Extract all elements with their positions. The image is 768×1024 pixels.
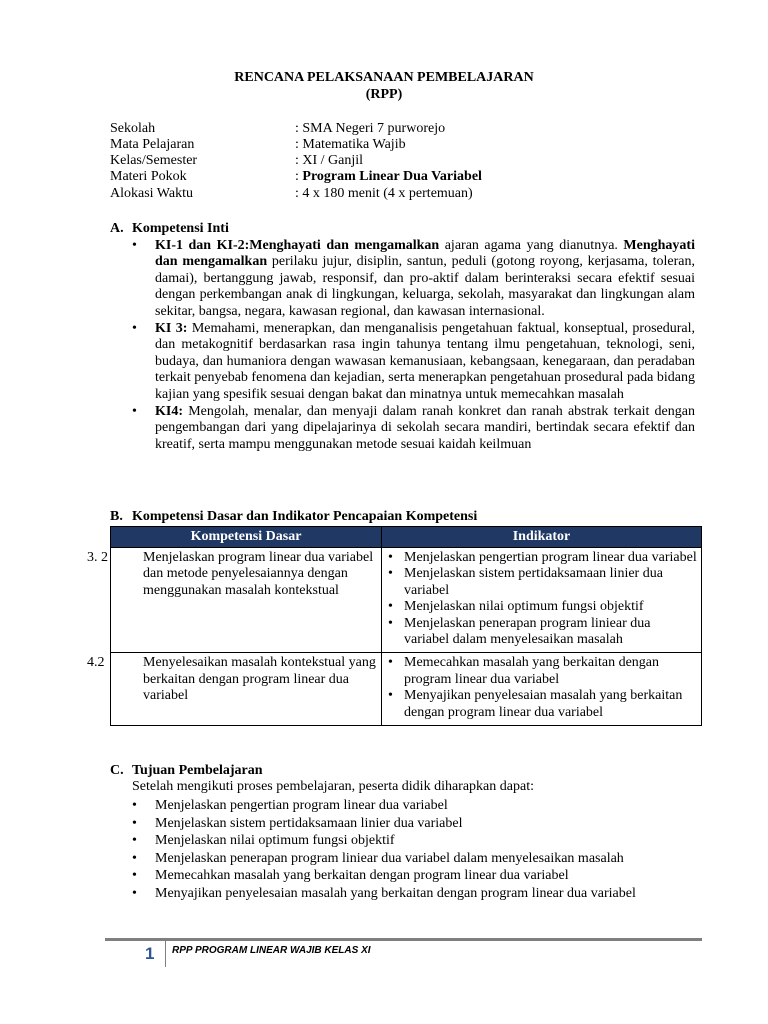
ki-bold: KI4: bbox=[155, 404, 183, 420]
indikator-cell bbox=[382, 548, 702, 653]
table-header-kd: Kompetensi Dasar bbox=[111, 527, 382, 548]
list-item: • Menjelaskan penerapan program liniear dua variabel dalam menyelesaikan masalah bbox=[386, 616, 697, 649]
kd-cell bbox=[87, 548, 382, 653]
section-c-heading bbox=[110, 763, 263, 779]
info-label: Kelas/Semester bbox=[110, 153, 198, 168]
list-item: • Menjelaskan pengertian program linear dua variabel bbox=[130, 797, 730, 815]
list-item: • Menjelaskan penerapan program liniear dua variabel dalam menyelesaikan masalah bbox=[130, 850, 730, 868]
ki-bold: Menghayati dan mengamalkan bbox=[155, 238, 695, 270]
info-label: Mata Pelajaran bbox=[110, 137, 195, 152]
section-title: Tujuan Pembelajaran bbox=[132, 763, 263, 778]
list-item: • Menjelaskan pengertian program linear dua variabel bbox=[386, 550, 697, 566]
page-number: 1 bbox=[145, 944, 155, 963]
list-item: • Menyajikan penyelesaian masalah yang berkaitan dengan program linear dua variabel bbox=[130, 885, 730, 903]
table-row bbox=[111, 653, 702, 726]
ki-bold: KI-1 dan KI-2:Menghayati dan mengamalkan bbox=[155, 238, 440, 253]
ki-bold: KI 3: bbox=[155, 321, 188, 337]
list-item-ki3 bbox=[130, 321, 695, 403]
info-value: : Matematika Wajib bbox=[295, 137, 406, 152]
indikator-list bbox=[386, 550, 697, 648]
kompetensi-dasar-table bbox=[87, 526, 702, 726]
table-header-row bbox=[111, 527, 702, 548]
section-letter: B. bbox=[110, 509, 123, 524]
indikator-cell bbox=[382, 653, 702, 726]
table-row bbox=[111, 548, 702, 653]
list-item: • Menjelaskan sistem pertidaksamaan linier dua variabel bbox=[386, 566, 697, 599]
footer-separator bbox=[165, 941, 166, 967]
tujuan-intro: Setelah mengikuti proses pembelajaran, peserta didik diharapkan dapat: bbox=[132, 779, 534, 794]
kompetensi-inti-list bbox=[130, 238, 695, 454]
kd-text bbox=[87, 655, 377, 704]
list-item: • Menyajikan penyelesaian masalah yang berkaitan dengan program linear dua variabel bbox=[386, 688, 697, 721]
list-item: • Menjelaskan sistem pertidaksamaan linier dua variabel bbox=[130, 815, 730, 833]
document-subtitle: (RPP) bbox=[365, 87, 403, 102]
ki-text: Memahami, menerapkan, dan menganalisis pengetahuan faktual, konseptual, prosedural, dan metakognitif berdasarkan rasa ingin tahunya tentang ilmu pengetahuan, teknologi, seni, budaya, dan humaniora dengan wawasan kemanusiaan, kebangsaan, kenegaraan, dan peradaban terkait penyebab fenomena dan kejadian, serta menerapkan pengetahuan prosedural pada bidang kajian yang spesifik sesuai dengan bakat dan minatnya untuk memecahkan masalah bbox=[155, 321, 695, 402]
info-value-bold: Program Linear Dua Variabel bbox=[302, 169, 482, 184]
kd-number: 3. 2 bbox=[87, 550, 108, 565]
document-title: RENCANA PELAKSANAAN PEMBELAJARAN bbox=[234, 70, 534, 85]
info-value: : SMA Negeri 7 purworejo bbox=[295, 121, 446, 136]
kd-description: Menyelesaikan masalah kontekstual yang berkaitan dengan program linear dua variabel bbox=[143, 655, 376, 704]
tujuan-list bbox=[130, 797, 730, 903]
info-value bbox=[295, 169, 482, 185]
section-letter: C. bbox=[110, 763, 124, 778]
info-label: Sekolah bbox=[110, 121, 156, 136]
kd-text bbox=[87, 550, 377, 599]
info-value-prefix: : bbox=[295, 169, 303, 184]
list-item: • Menjelaskan nilai optimum fungsi objektif bbox=[386, 599, 697, 615]
section-title: Kompetensi Inti bbox=[132, 221, 229, 236]
footer-divider bbox=[105, 938, 702, 941]
kd-cell bbox=[87, 653, 382, 726]
info-label: Materi Pokok bbox=[110, 169, 187, 184]
kd-number: 4.2 bbox=[87, 655, 105, 671]
table-header-indikator: Indikator bbox=[382, 527, 702, 548]
ki-text: Mengolah, menalar, dan menyaji dalam ranah konkret dan ranah abstrak terkait dengan pengembangan dari yang dipelajarinya di sekolah secara mandiri, bertindak secara efektif dan kreatif, serta mampu menggunakan metode sesuai kaidah keilmuan bbox=[155, 404, 695, 452]
kd-description: Menjelaskan program linear dua variabel dan metode penyelesaiannya dengan menggunakan masalah kontekstual bbox=[143, 550, 374, 598]
info-label: Alokasi Waktu bbox=[110, 186, 193, 201]
section-b-heading bbox=[110, 509, 477, 525]
info-value: : XI / Ganjil bbox=[295, 153, 364, 168]
ki-text: perilaku jujur, disiplin, santun, peduli (gotong royong, kerjasama, toleran, damai), bertanggung jawab, responsif, dan pro-aktif dalam berinteraksi secara efektif sesuai dengan perkembangan anak di lingkungan, keluarga, sekolah, masyarakat dan lingkungan alam sekitar, bangsa, negara, kawasan regional, dan kawasan internasional. bbox=[155, 254, 695, 319]
section-letter: A. bbox=[110, 221, 124, 236]
indikator-list bbox=[386, 655, 697, 721]
list-item-ki1-ki2 bbox=[130, 238, 695, 320]
list-item-ki4 bbox=[130, 404, 695, 453]
info-value: : 4 x 180 menit (4 x pertemuan) bbox=[295, 186, 473, 201]
section-a-heading bbox=[110, 221, 229, 237]
footer-title: RPP PROGRAM LINEAR WAJIB KELAS XI bbox=[172, 945, 371, 956]
ki-text: ajaran agama yang dianutnya. bbox=[439, 238, 624, 253]
section-title: Kompetensi Dasar dan Indikator Pencapaian Kompetensi bbox=[132, 509, 478, 524]
list-item: • Menjelaskan nilai optimum fungsi objektif bbox=[130, 832, 730, 850]
list-item: • Memecahkan masalah yang berkaitan dengan program linear dua variabel bbox=[130, 867, 730, 885]
list-item: • Memecahkan masalah yang berkaitan dengan program linear dua variabel bbox=[386, 655, 697, 688]
